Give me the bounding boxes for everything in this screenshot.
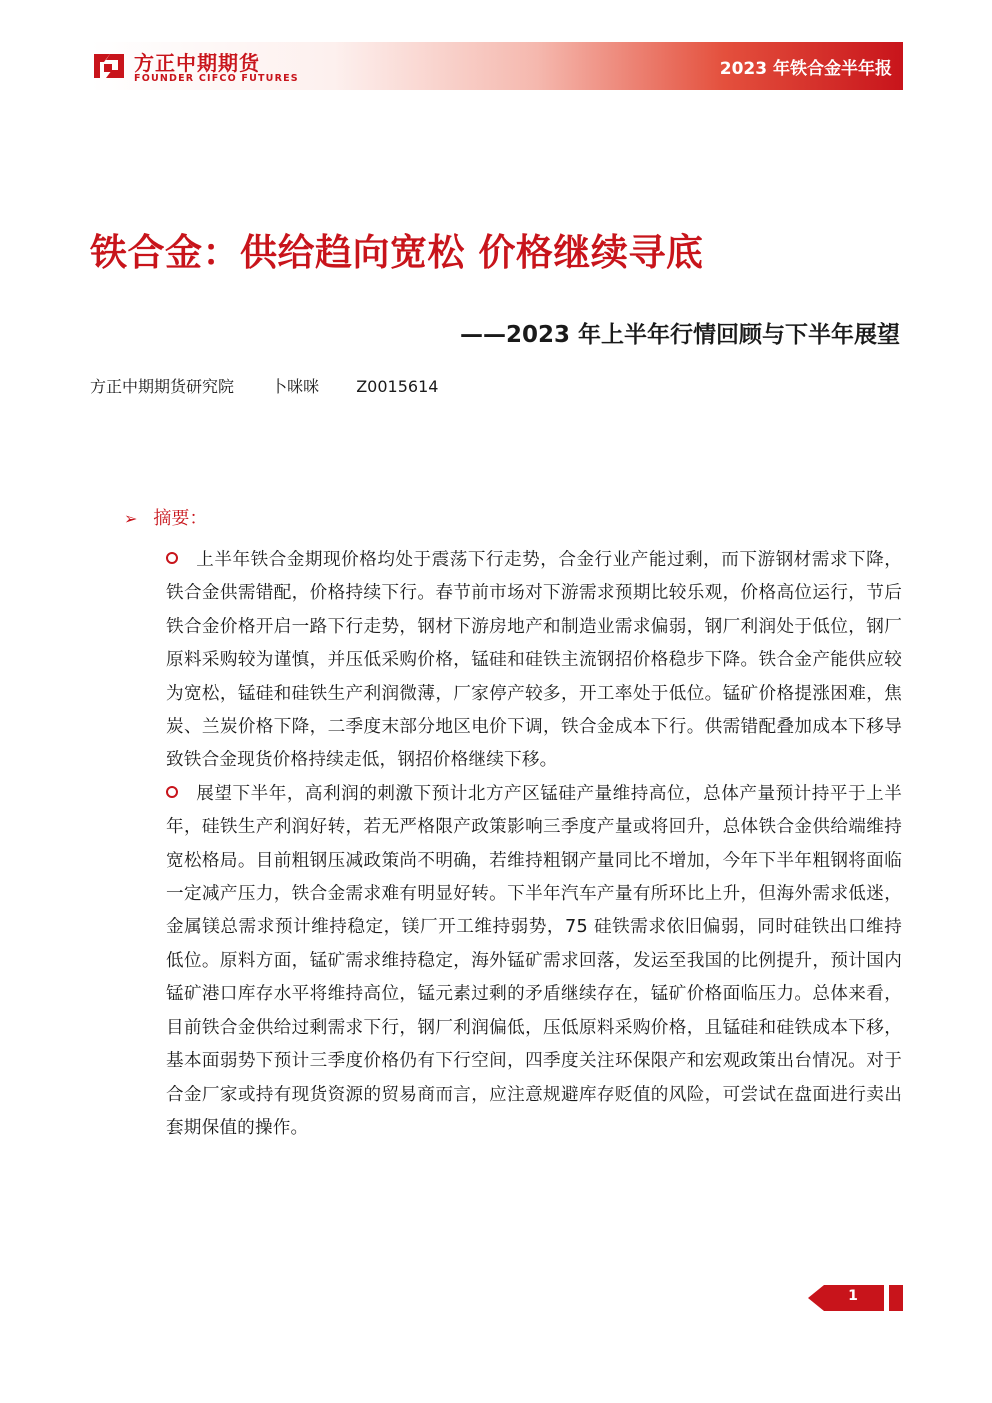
abstract-paragraph-text: 展望下半年，高利润的刺激下预计北方产区锰硅产量维持高位，总体产量预计持平于上半年，硅铁生产利润好转，若无严格限产政策影响三季度产量或将回升，总体铁合金供给端维持宽松格局。目前粗钢压减政策尚不明确，若维持粗钢产量同比不增加，今年下半年粗钢将面临一定减产压力，铁合金需求难有明显好转。下半年汽车产量有所环比上升，但海外需求低迷，金属镁总需求预计维持稳定，镁厂开工维持弱势，75 硅铁需求依旧偏弱，同时硅铁出口维持低位。原料方面，锰矿需求维持稳定，海外锰矿需求回落，发运至我国的比例提升，预计国内锰矿港口库存水平将维持高位，锰元素过剩的矛盾继续存在，锰矿价格面临压力。总体来看，目前铁合金供给过剩需求下行，钢厂利润偏低，压低原料采购价格，且锰硅和硅铁成本下移，基本面弱势下预计三季度价格仍有下行空间，四季度关注环保限产和宏观政策出台情况。对于合金厂家或持有现货资源的贸易商而言，应注意规避库存贬值的风险，可尝试在盘面进行卖出套期保值的操作。 (166, 783, 902, 1138)
logo-chinese-name: 方正中期期货 (134, 51, 260, 75)
document-subtitle: ——2023 年上半年行情回顾与下半年展望 (459, 322, 900, 348)
page-number-bar (889, 1285, 903, 1311)
document-title: 铁合金：供给趋向宽松 价格继续寻底 (90, 231, 704, 274)
author-institute: 方正中期期货研究院 (90, 377, 235, 396)
abstract-body (166, 544, 902, 1145)
logo-english-name: FOUNDER CIFCO FUTURES (134, 73, 299, 84)
abstract-paragraph-text: 上半年铁合金期现价格均处于震荡下行走势，合金行业产能过剩，而下游钢材需求下降，铁合金供需错配，价格持续下行。春节前市场对下游需求预期比较乐观，价格高位运行，节后铁合金价格开启一路下行走势，钢材下游房地产和制造业需求偏弱，钢厂利润处于低位，钢厂原料采购较为谨慎，并压低采购价格，锰硅和硅铁主流钢招价格稳步下降。铁合金产能供应较为宽松，锰硅和硅铁生产利润微薄，厂家停产较多，开工率处于低位。锰矿价格提涨困难，焦炭、兰炭价格下降，二季度末部分地区电价下调，铁合金成本下行。供需错配叠加成本下移导致铁合金现货价格持续走低，钢招价格继续下移。 (166, 550, 902, 771)
arrow-right-icon: ➢ (124, 509, 138, 528)
report-title: 2023 年铁合金半年报 (719, 59, 892, 79)
company-logo (90, 46, 310, 86)
author-license: Z0015614 (356, 377, 439, 396)
abstract-heading-label: 摘要： (153, 508, 208, 529)
abstract-heading (124, 504, 207, 530)
abstract-paragraph (166, 778, 902, 1145)
founder-logo-icon (90, 48, 128, 84)
circle-bullet-icon (166, 786, 178, 798)
abstract-paragraph (166, 544, 902, 778)
author-name: 卜咪咪 (271, 377, 320, 396)
author-line (90, 374, 470, 397)
circle-bullet-icon (166, 552, 178, 564)
page-number: 1 (848, 1288, 858, 1304)
page-number-tab (808, 1285, 884, 1311)
